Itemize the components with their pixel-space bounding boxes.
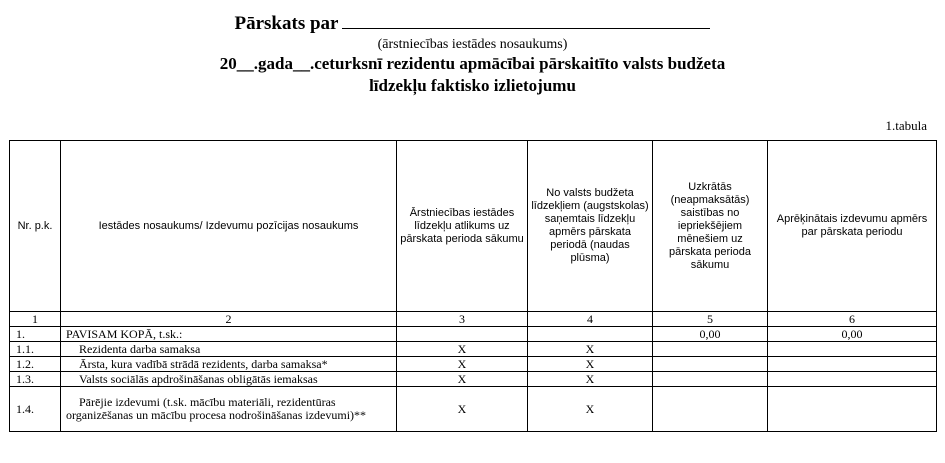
row-number: 1.3. (10, 372, 61, 387)
row-number: 1.4. (10, 387, 61, 432)
cell-col3: X (397, 357, 528, 372)
row-name: Ārsta, kura vadībā strādā rezidents, darba samaksa* (61, 357, 397, 372)
cell-col6[interactable] (768, 372, 937, 387)
column-number: 5 (653, 312, 768, 327)
expenditure-table (9, 140, 937, 432)
cell-col4: X (528, 357, 653, 372)
institution-name-blank[interactable] (342, 10, 710, 29)
header-cell: Aprēķinātais izdevumu apmērs par pārskata periodu (768, 141, 937, 312)
report-title-prefix: Pārskats par (234, 13, 339, 34)
header-cell: Uzkrātās (neapmaksātās) saistības no iepriekšējiem mēnešiem uz pārskata perioda sākumu (653, 141, 768, 312)
cell-col5[interactable]: 0,00 (653, 327, 768, 342)
report-subtitle-line1: 20__.gada__.ceturksnī rezidentu apmācībai pārskaitīto valsts budžeta (219, 54, 726, 73)
header-cell: Nr. p.k. (10, 141, 61, 312)
cell-col5[interactable] (653, 342, 768, 357)
column-number-row (10, 312, 937, 327)
row-name (61, 387, 397, 432)
row-name-text: Pārējie izdevumi (t.sk. mācību materiāli, rezidentūras organizēšanas un mācību procesa nodrošināšanas izdevumi)** (66, 395, 367, 422)
column-number: 6 (768, 312, 937, 327)
cell-col3: X (397, 342, 528, 357)
cell-col3[interactable] (397, 327, 528, 342)
column-number: 4 (528, 312, 653, 327)
cell-col6[interactable] (768, 357, 937, 372)
report-subtitle-line2: līdzekļu faktisko izlietojumu (369, 76, 576, 95)
column-number: 3 (397, 312, 528, 327)
row-name: PAVISAM KOPĀ, t.sk.: (61, 327, 397, 342)
cell-col6[interactable] (768, 342, 937, 357)
table-row (10, 357, 937, 372)
column-number: 1 (10, 312, 61, 327)
row-number: 1.1. (10, 342, 61, 357)
row-number: 1.2. (10, 357, 61, 372)
row-number: 1. (10, 327, 61, 342)
header-cell: Iestādes nosaukums/ Izdevumu pozīcijas nosaukums (61, 141, 397, 312)
cell-col4[interactable] (528, 327, 653, 342)
table-row (10, 387, 937, 432)
table-row (10, 372, 937, 387)
cell-col5[interactable] (653, 357, 768, 372)
report-title (0, 10, 945, 35)
header-cell: Ārstniecības iestādes līdzekļu atlikums uz pārskata perioda sākumu (397, 141, 528, 312)
cell-col4: X (528, 387, 653, 432)
cell-col4: X (528, 342, 653, 357)
header-cell: No valsts budžeta līdzekļiem (augstskolas) saņemtais līdzekļu apmērs pārskata periodā (naudas plūsma) (528, 141, 653, 312)
table-label: 1.tabula (885, 118, 927, 133)
cell-col5[interactable] (653, 387, 768, 432)
row-name: Rezidenta darba samaksa (61, 342, 397, 357)
cell-col4: X (528, 372, 653, 387)
cell-col6[interactable]: 0,00 (768, 327, 937, 342)
column-number: 2 (61, 312, 397, 327)
cell-col3: X (397, 387, 528, 432)
cell-col6[interactable] (768, 387, 937, 432)
cell-col3: X (397, 372, 528, 387)
table-row (10, 342, 937, 357)
header-row (10, 141, 937, 312)
institution-caption: (ārstniecības iestādes nosaukums) (377, 37, 568, 52)
cell-col5[interactable] (653, 372, 768, 387)
row-name: Valsts sociālās apdrošināšanas obligātās iemaksas (61, 372, 397, 387)
table-row (10, 327, 937, 342)
